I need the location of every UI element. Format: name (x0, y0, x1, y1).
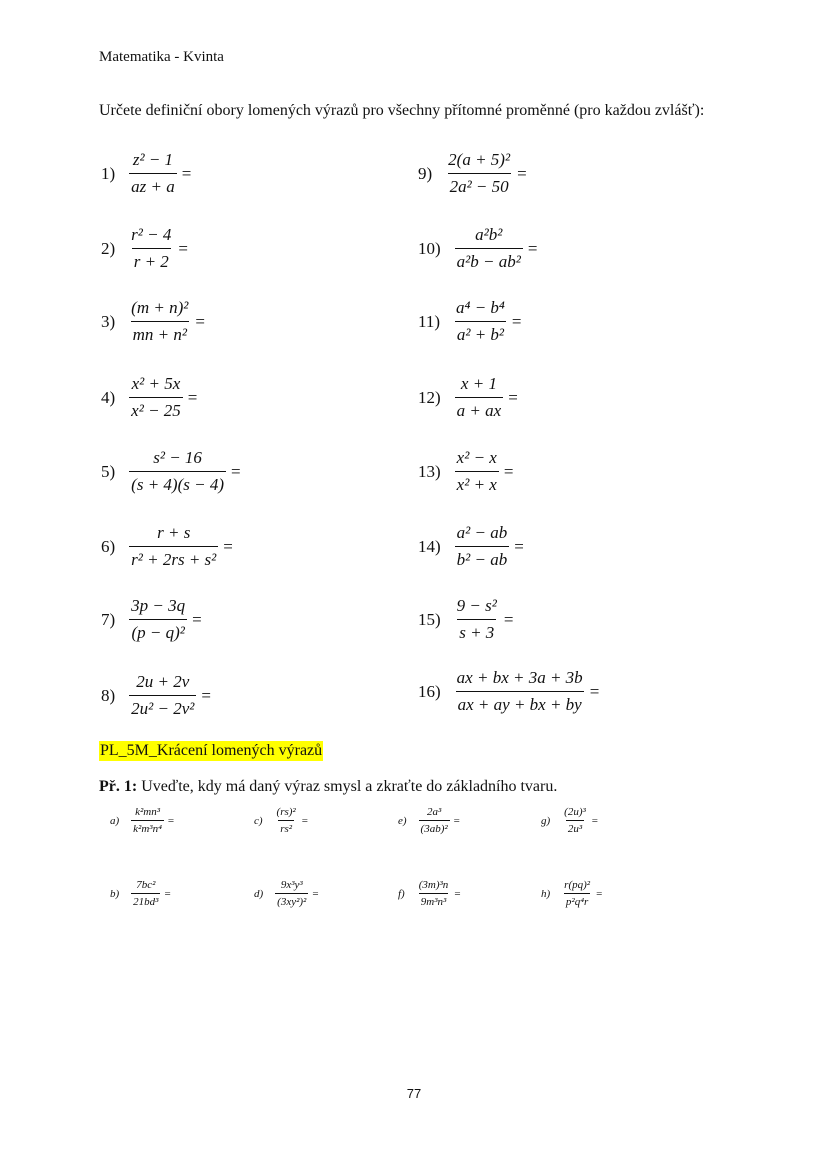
denominator: 2a² − 50 (448, 173, 511, 197)
small-exercise-h (541, 879, 602, 908)
denominator: 9m³n³ (419, 893, 449, 908)
exercise-11 (418, 298, 521, 345)
equals-sign: = (195, 311, 205, 331)
exercise-label: g) (541, 814, 551, 827)
denominator: 2u³ (566, 820, 584, 835)
exercise-9 (418, 150, 527, 197)
equals-sign: = (589, 681, 600, 701)
numerator: x² − x (456, 448, 497, 467)
exercise-14 (418, 523, 524, 570)
equals-sign: = (511, 311, 522, 331)
numerator: (rs)² (276, 806, 296, 818)
numerator: r(pq)² (564, 879, 591, 891)
fraction (562, 806, 588, 835)
exercise-label: 15) (418, 609, 441, 629)
exercise-label: 7) (101, 609, 116, 629)
numerator: 3p − 3q (131, 596, 186, 615)
exercise-15 (418, 596, 513, 643)
exercise-4 (101, 374, 197, 421)
instructions: Určete definiční obory lomených výrazů pro všechny přítomné proměnné (pro každou zvlášť): (99, 102, 705, 119)
fraction (131, 806, 164, 835)
exercise-label: 16) (418, 681, 441, 701)
denominator: r² + 2rs + s² (129, 546, 218, 570)
exercise-label: 3) (101, 311, 116, 331)
exercise-12 (418, 374, 518, 421)
small-exercise-b (110, 879, 171, 908)
small-exercise-c (254, 806, 308, 835)
fraction (129, 448, 226, 495)
equals-sign: = (517, 163, 527, 183)
exercise-6 (101, 523, 233, 570)
numerator: 9 − s² (456, 596, 497, 615)
small-exercise-f (398, 879, 461, 908)
equals-sign: = (231, 461, 241, 481)
numerator: (2u)³ (564, 806, 586, 818)
exercise-1 (101, 150, 191, 197)
numerator: 2u + 2v (136, 672, 190, 691)
denominator: (3ab)² (419, 820, 450, 835)
fraction (129, 298, 190, 345)
denominator: x² + x (455, 471, 499, 495)
fraction (455, 523, 510, 570)
exercise-label: 10) (418, 238, 441, 258)
exercise-label: a) (110, 814, 120, 827)
exercise-label: 2) (101, 238, 116, 258)
task-prompt (99, 778, 557, 796)
fraction (275, 806, 298, 835)
task-text: Uveďte, kdy má daný výraz smysl a zkraťte do základního tvaru. (137, 778, 558, 795)
fraction (455, 448, 499, 495)
fraction (129, 596, 187, 643)
equals-sign: = (453, 814, 460, 827)
equals-sign: = (167, 814, 175, 827)
exercise-label: 14) (418, 536, 441, 556)
fraction (455, 374, 504, 421)
exercise-label: h) (541, 887, 551, 900)
exercise-label: e) (398, 814, 407, 827)
exercise-label: 13) (418, 461, 441, 481)
exercise-2 (101, 225, 188, 272)
fraction (275, 879, 308, 908)
numerator: z² − 1 (132, 150, 174, 169)
numerator: (3m)³n (418, 879, 449, 891)
page-header: Matematika - Kvinta (99, 49, 224, 65)
numerator: s² − 16 (153, 448, 202, 467)
page-number: 77 (406, 1086, 422, 1101)
equals-sign: = (178, 238, 188, 258)
equals-sign: = (201, 685, 211, 705)
denominator: az + a (129, 173, 177, 197)
equals-sign: = (301, 814, 308, 827)
exercise-label: 8) (101, 685, 116, 705)
exercise-label: 1) (101, 163, 116, 183)
fraction (131, 879, 160, 908)
section-title: PL_5M_Krácení lomených výrazů (100, 742, 323, 759)
fraction (129, 374, 183, 421)
equals-sign: = (596, 887, 603, 900)
exercise-label: f) (398, 887, 405, 900)
denominator: a²b − ab² (455, 248, 523, 272)
denominator: ax + ay + bx + by (456, 691, 584, 715)
small-exercise-g (541, 806, 598, 835)
numerator: 9x³y³ (280, 879, 303, 891)
equals-sign: = (514, 536, 524, 556)
denominator: x² − 25 (129, 397, 183, 421)
exercise-13 (418, 448, 513, 495)
fraction (419, 806, 450, 835)
fraction (455, 225, 523, 272)
equals-sign: = (503, 461, 514, 481)
equals-sign: = (503, 609, 514, 629)
exercise-label: 12) (418, 387, 441, 407)
small-exercise-a (110, 806, 174, 835)
numerator: 7bc² (136, 879, 156, 891)
numerator: 2(a + 5)² (448, 150, 511, 169)
fraction (129, 672, 196, 719)
numerator: 2a³ (426, 806, 442, 818)
small-exercise-e (398, 806, 460, 835)
fraction (455, 668, 585, 715)
denominator: (p − q)² (129, 619, 186, 643)
numerator: a⁴ − b⁴ (456, 298, 505, 317)
equals-sign: = (187, 387, 198, 407)
denominator: k²m³n⁴ (131, 820, 164, 835)
fraction (129, 150, 177, 197)
exercise-label: 4) (101, 387, 116, 407)
denominator: (s + 4)(s − 4) (129, 471, 226, 495)
numerator: k²mn³ (135, 806, 160, 818)
exercise-16 (418, 668, 599, 715)
fraction (455, 596, 499, 643)
exercise-8 (101, 672, 211, 719)
small-exercise-d (254, 879, 319, 908)
denominator: r + 2 (132, 248, 171, 272)
numerator: a² − ab (456, 523, 508, 542)
exercise-label: c) (254, 814, 263, 827)
exercise-10 (418, 225, 537, 272)
denominator: 2u² − 2v² (129, 695, 196, 719)
task-label: Př. 1: (99, 778, 138, 795)
exercise-label: 6) (101, 536, 116, 556)
fraction (562, 879, 592, 908)
denominator: (3xy²)² (275, 893, 308, 908)
denominator: s + 3 (457, 619, 496, 643)
numerator: r + s (157, 523, 191, 542)
numerator: x² + 5x (131, 374, 181, 393)
denominator: b² − ab (455, 546, 510, 570)
equals-sign: = (192, 609, 202, 629)
denominator: a² + b² (455, 321, 506, 345)
exercise-label: b) (110, 887, 120, 900)
fraction (446, 150, 512, 197)
exercise-label: 11) (418, 311, 441, 331)
denominator: rs² (278, 820, 294, 835)
fraction (129, 523, 218, 570)
fraction (417, 879, 451, 908)
denominator: mn + n² (131, 321, 189, 345)
denominator: p²q⁴r (564, 893, 590, 908)
numerator: a²b² (475, 225, 503, 244)
equals-sign: = (312, 887, 319, 900)
equals-sign: = (454, 887, 461, 900)
fraction (454, 298, 507, 345)
exercise-label: 5) (101, 461, 116, 481)
exercise-label: 9) (418, 163, 433, 183)
equals-sign: = (164, 887, 171, 900)
exercise-7 (101, 596, 202, 643)
denominator: a + ax (455, 397, 504, 421)
equals-sign: = (527, 238, 538, 258)
numerator: ax + bx + 3a + 3b (456, 668, 583, 687)
equals-sign: = (591, 814, 599, 827)
numerator: r² − 4 (131, 225, 172, 244)
numerator: x + 1 (460, 374, 497, 393)
equals-sign: = (181, 163, 192, 183)
equals-sign: = (508, 387, 518, 407)
denominator: 21bd³ (131, 893, 160, 908)
exercise-3 (101, 298, 205, 345)
exercise-5 (101, 448, 241, 495)
exercise-label: d) (254, 887, 264, 900)
equals-sign: = (223, 536, 233, 556)
numerator: (m + n)² (131, 298, 189, 317)
fraction (129, 225, 173, 272)
